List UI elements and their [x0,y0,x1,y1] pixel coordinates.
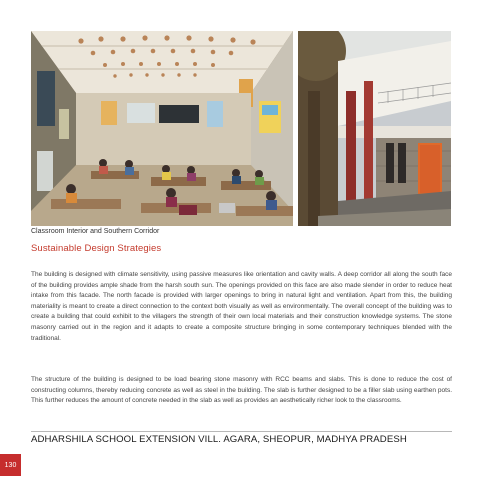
classroom-interior-photo [31,31,293,226]
page-number: 130 [0,454,21,476]
footer-project-title: ADHARSHILA SCHOOL EXTENSION VILL. AGARA, SHEOPUR, MADHYA PRADESH [31,434,407,445]
footer-divider [31,431,452,432]
section-heading: Sustainable Design Strategies [31,243,162,254]
southern-corridor-photo [298,31,451,226]
body-paragraph: The structure of the building is designed to be load bearing stone masonry with RCC beams and slabs. This is done to reduce the cost of constructing columns, thereby reducing concrete as well as steel in the building. The slab is further designed to be a filler slab using earthen pots. This further reduces the amount of concrete needed in the slab as well as provides an aesthetically richer look to the classrooms. [31,376,452,405]
body-paragraph: The building is designed with climate sensitivity, using passive measures like orientation and cavity walls. A deep corridor all along the south face of the building provides ample shade from the harsh south sun. The openings provided on this face are also made slender in order to reduce heat intake from this facade. The north facade is provided with larger openings to bring in natural light and ventilation. Apart from this, the building materiality is meant to create a direct connection to the context both visually as well as environmentally. The overall concept of the building was to create a building that could exhibit to the villagers the strength of their own local materials and their construction knowledge systems. The stone masonry carried out in the region and it adapts to create a composite structure bringing in some contemporary techniques blended with the traditional. [31,271,452,342]
photo-caption: Classroom Interior and Southern Corridor [31,228,160,235]
